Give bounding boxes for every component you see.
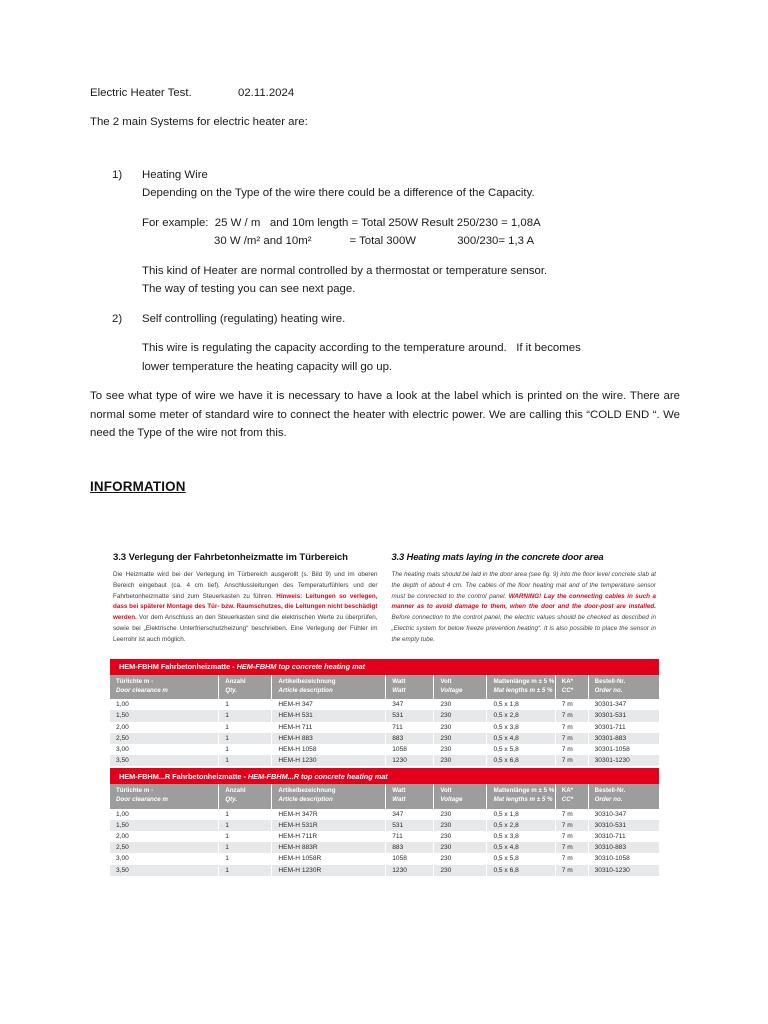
header-de: Artikelbezeichnung xyxy=(278,677,336,685)
cell-watt: 347 xyxy=(386,699,434,710)
cell-article-description: HEM-H 711R xyxy=(272,831,386,842)
column-header-article xyxy=(272,675,386,699)
header-en: Qty. xyxy=(225,686,238,694)
header-en: CC* xyxy=(561,686,574,694)
spacer xyxy=(90,251,680,262)
cell-cold-end: 7 m xyxy=(555,733,588,744)
cell-qty: 1 xyxy=(219,744,272,755)
example-block xyxy=(142,214,680,251)
cell-cold-end: 7 m xyxy=(555,853,588,864)
header-de: Volt xyxy=(440,677,452,685)
header-en: Watt xyxy=(392,796,406,804)
header-en: Order no. xyxy=(594,686,623,694)
cell-mat-length: 0,5 x 6,8 xyxy=(487,755,555,766)
cell-article-description: HEM-H 1058 xyxy=(272,744,386,755)
cell-volt: 230 xyxy=(434,831,487,842)
cell-volt: 230 xyxy=(434,710,487,721)
product-table-1 xyxy=(110,675,659,766)
information-heading: INFORMATION xyxy=(90,478,186,494)
cell-qty: 1 xyxy=(219,853,272,864)
header-de: Anzahl xyxy=(225,787,246,795)
header-en: Voltage xyxy=(440,796,463,804)
cell-cold-end: 7 m xyxy=(555,842,588,853)
cell-order-no: 30301-347 xyxy=(588,699,659,710)
header-en: Mat lengths m ± 5 % xyxy=(493,686,553,694)
header-en: Article description xyxy=(278,796,333,804)
cell-volt: 230 xyxy=(434,733,487,744)
cell-cold-end: 7 m xyxy=(555,809,588,820)
column-header-article xyxy=(272,784,386,808)
item2-line-2: lower temperature the heating capacity will go up. xyxy=(142,360,393,373)
table-header-row xyxy=(110,675,659,699)
spacer xyxy=(90,299,680,310)
spacer xyxy=(90,203,680,214)
table-head xyxy=(110,784,659,808)
cell-watt: 347 xyxy=(386,809,434,820)
cell-door-clearance: 2,50 xyxy=(110,842,219,853)
cell-order-no: 30301-1058 xyxy=(588,744,659,755)
cell-qty: 1 xyxy=(219,820,272,831)
product-table-block-2 xyxy=(110,768,659,875)
header-de: KA* xyxy=(561,677,574,685)
cell-order-no: 30310-347 xyxy=(588,809,659,820)
figure-column-german xyxy=(113,552,378,646)
table-title-de: HEM-FBHM...R Fahrbetonheizmatte - xyxy=(119,771,248,781)
cell-volt: 230 xyxy=(434,699,487,710)
list-item-title: Self controlling (regulating) heating wire. xyxy=(142,312,346,325)
cell-mat-length: 0,5 x 2,8 xyxy=(487,820,555,831)
cell-volt: 230 xyxy=(434,842,487,853)
cell-volt: 230 xyxy=(434,744,487,755)
table-header-row xyxy=(110,784,659,808)
cell-mat-length: 0,5 x 2,8 xyxy=(487,710,555,721)
cell-qty: 1 xyxy=(219,699,272,710)
spacer xyxy=(90,376,680,387)
cell-cold-end: 7 m xyxy=(555,755,588,766)
cell-door-clearance: 3,50 xyxy=(110,755,219,766)
spacer xyxy=(90,465,680,476)
figure-heading-english: 3.3 Heating mats laying in the concrete door area xyxy=(391,552,604,563)
document-date: 02.11.2024 xyxy=(238,87,295,99)
cell-article-description: HEM-H 711 xyxy=(272,722,386,733)
table-row xyxy=(110,722,659,733)
cell-watt: 711 xyxy=(386,831,434,842)
cell-volt: 230 xyxy=(434,809,487,820)
column-header-order-no xyxy=(588,675,659,699)
cell-qty: 1 xyxy=(219,831,272,842)
text-before: The heating mats should be laid in the door area (see fig. 9) into the floor level concrete slab at the depth of about 4 cm. The cables of the floor heating mat and of the temperature sensor must be connected to the control panel. xyxy=(391,571,656,600)
cell-qty: 1 xyxy=(219,722,272,733)
column-header-qty xyxy=(219,784,272,808)
cell-cold-end: 7 m xyxy=(555,722,588,733)
text-after: Before connection to the control panel, the electric values should be checked as described in „Electric system for below freeze prevention heating“. It is also possible to place the sensor in the empty tube. xyxy=(391,614,656,643)
header-en: Qty. xyxy=(225,796,238,804)
list-item-description: Depending on the Type of the wire there could be a difference of the Capacity. xyxy=(142,187,535,200)
cell-order-no: 30310-1230 xyxy=(588,865,659,876)
cell-qty: 1 xyxy=(219,710,272,721)
column-header-door-clearance xyxy=(110,784,219,808)
header-de: Mattenlänge m ± 5 % xyxy=(493,677,555,685)
cell-qty: 1 xyxy=(219,733,272,744)
figure-paragraph-english xyxy=(392,570,657,646)
cell-cold-end: 7 m xyxy=(555,710,588,721)
cell-door-clearance: 1,50 xyxy=(110,820,219,831)
list-item xyxy=(112,310,680,328)
header-de: Mattenlänge m ± 5 % xyxy=(493,787,555,795)
figure-text-columns xyxy=(110,546,659,646)
cell-article-description: HEM-H 531 xyxy=(272,710,386,721)
note-block xyxy=(142,262,680,299)
header-en: Article description xyxy=(278,686,333,694)
product-table-block-1 xyxy=(110,659,659,766)
cell-article-description: HEM-H 531R xyxy=(272,820,386,831)
header-de: Volt xyxy=(440,787,452,795)
cell-order-no: 30310-883 xyxy=(588,842,659,853)
header-de: Artikelbezeichnung xyxy=(278,787,336,795)
spacer xyxy=(90,102,680,113)
cell-qty: 1 xyxy=(219,809,272,820)
cell-door-clearance: 2,50 xyxy=(110,733,219,744)
cell-volt: 230 xyxy=(434,853,487,864)
cell-door-clearance: 1,50 xyxy=(110,710,219,721)
cell-volt: 230 xyxy=(434,722,487,733)
cell-article-description: HEM-H 883 xyxy=(272,733,386,744)
header-en: Door clearance m xyxy=(116,796,168,804)
cell-door-clearance: 3,00 xyxy=(110,853,219,864)
header-en: Voltage xyxy=(440,686,463,694)
header-en: Door clearance m xyxy=(116,686,168,694)
cell-door-clearance: 1,00 xyxy=(110,809,219,820)
cell-article-description: HEM-H 1230R xyxy=(272,865,386,876)
column-header-cold-end xyxy=(555,675,588,699)
text-before: Die Heizmatte wird bei der Verlegung im Türbereich ausgerollt (s. Bild 9) und im oberen Bereich eingebaut (ca. 4 cm tief). Anschlussleitungen des Temperaturfühlers und der Fahrbetonheizmatte sind zum Steuerkasten zu führen. xyxy=(113,571,378,600)
document-header xyxy=(90,84,680,102)
example-line-1: For example: 25 W / m and 10m length = Total 250W Result 250/230 = 1,08A xyxy=(142,216,541,229)
document-body xyxy=(90,84,684,497)
cell-mat-length: 0,5 x 3,8 xyxy=(487,831,555,842)
cell-qty: 1 xyxy=(219,842,272,853)
cell-mat-length: 0,5 x 5,8 xyxy=(487,744,555,755)
list-marker: 1) xyxy=(112,168,123,181)
cell-cold-end: 7 m xyxy=(555,820,588,831)
item2-description xyxy=(142,339,680,376)
figure-paragraph-german xyxy=(113,570,378,646)
cell-order-no: 30301-531 xyxy=(588,710,659,721)
column-header-door-clearance xyxy=(110,675,219,699)
figure-column-english xyxy=(392,552,657,646)
table-title-en: HEM-FBHM...R top concrete heating mat xyxy=(247,771,388,781)
note-line-2: The way of testing you can see next page. xyxy=(142,283,356,296)
catalogue-figure xyxy=(110,546,659,876)
document-title: Electric Heater Test. xyxy=(90,87,192,99)
cell-mat-length: 0,5 x 4,8 xyxy=(487,733,555,744)
cell-mat-length: 0,5 x 1,8 xyxy=(487,809,555,820)
table-head xyxy=(110,675,659,699)
table-row xyxy=(110,710,659,721)
table-row xyxy=(110,744,659,755)
list-item xyxy=(112,166,680,203)
cell-mat-length: 0,5 x 4,8 xyxy=(487,842,555,853)
cell-watt: 531 xyxy=(386,710,434,721)
figure-heading-german: 3.3 Verlegung der Fahrbetonheizmatte im Türbereich xyxy=(113,552,348,563)
table-body-1 xyxy=(110,699,659,766)
table-row xyxy=(110,820,659,831)
table-body-2 xyxy=(110,809,659,876)
cell-watt: 531 xyxy=(386,820,434,831)
column-header-volt xyxy=(434,675,487,699)
header-en: Order no. xyxy=(594,796,623,804)
cell-cold-end: 7 m xyxy=(555,831,588,842)
table-row xyxy=(110,755,659,766)
cell-article-description: HEM-H 1230 xyxy=(272,755,386,766)
header-de: Türlichte m - xyxy=(116,677,154,685)
warning-text-english: WARNING! Lay the connecting cables in such a manner as to avoid damage to them, when the door and the door-post are installed. xyxy=(391,592,656,611)
cell-mat-length: 0,5 x 1,8 xyxy=(487,699,555,710)
cell-article-description: HEM-H 347R xyxy=(272,809,386,820)
column-header-mat-length xyxy=(487,675,555,699)
closing-paragraph: To see what type of wire we have it is necessary to have a look at the label which is printed on the wire. There are normal some meter of standard wire to connect the heater with electric power. We are calling this “COLD END “. We need the Type of the wire not from this. xyxy=(90,390,684,440)
table-row xyxy=(110,733,659,744)
column-header-volt xyxy=(434,784,487,808)
spacer xyxy=(90,443,680,465)
table-row xyxy=(110,831,659,842)
table-row xyxy=(110,865,659,876)
column-header-watt xyxy=(386,784,434,808)
list-item-title: Heating Wire xyxy=(142,168,208,181)
header-de: Türlichte m - xyxy=(116,787,154,795)
cell-article-description: HEM-H 883R xyxy=(272,842,386,853)
header-en: Mat lengths m ± 5 % xyxy=(493,796,553,804)
cell-watt: 1058 xyxy=(386,744,434,755)
cell-order-no: 30301-883 xyxy=(588,733,659,744)
table-title-1 xyxy=(110,659,659,675)
header-de: Bestell-Nr. xyxy=(594,787,626,795)
cell-mat-length: 0,5 x 3,8 xyxy=(487,722,555,733)
cell-watt: 711 xyxy=(386,722,434,733)
column-header-cold-end xyxy=(555,784,588,808)
cell-volt: 230 xyxy=(434,755,487,766)
table-row xyxy=(110,809,659,820)
cell-order-no: 30310-711 xyxy=(588,831,659,842)
cell-order-no: 30301-711 xyxy=(588,722,659,733)
cell-watt: 1230 xyxy=(386,865,434,876)
header-de: Anzahl xyxy=(225,677,246,685)
column-header-order-no xyxy=(588,784,659,808)
table-row xyxy=(110,853,659,864)
cell-door-clearance: 2,00 xyxy=(110,722,219,733)
cell-door-clearance: 3,00 xyxy=(110,744,219,755)
cell-watt: 1058 xyxy=(386,853,434,864)
cell-cold-end: 7 m xyxy=(555,744,588,755)
warning-text-german: Hinweis: Leitungen so verlegen, dass bei späterer Montage des Tür- bzw. Raumschutzes, die Leitungen nicht beschädigt werden. xyxy=(113,592,378,622)
cell-article-description: HEM-H 347 xyxy=(272,699,386,710)
cell-volt: 230 xyxy=(434,865,487,876)
table-title-en: HEM-FBHM top concrete heating mat xyxy=(236,662,366,672)
spacer xyxy=(90,328,680,339)
cell-door-clearance: 1,00 xyxy=(110,699,219,710)
header-en: CC* xyxy=(561,796,574,804)
cell-volt: 230 xyxy=(434,820,487,831)
cell-watt: 883 xyxy=(386,842,434,853)
column-header-watt xyxy=(386,675,434,699)
text-after: Vor dem Anschluss an den Steuerkasten sind die elektrischen Werte zu überprüfen, sowie bei „Elektrische Unterfrierschutzheizung“ beschrieben. Eine Verlegung der Fühler im Leerrohr ist auch möglich. xyxy=(113,614,378,643)
example-line-2: 30 W /m² and 10m² = Total 300W 300/230= 1,3 A xyxy=(214,235,535,248)
table-row xyxy=(110,842,659,853)
column-header-qty xyxy=(219,675,272,699)
table-title-2 xyxy=(110,768,659,784)
cell-order-no: 30310-1058 xyxy=(588,853,659,864)
cell-cold-end: 7 m xyxy=(555,865,588,876)
cell-cold-end: 7 m xyxy=(555,699,588,710)
product-table-2 xyxy=(110,784,659,875)
column-header-mat-length xyxy=(487,784,555,808)
cell-qty: 1 xyxy=(219,865,272,876)
cell-article-description: HEM-H 1058R xyxy=(272,853,386,864)
header-de: Bestell-Nr. xyxy=(594,677,626,685)
cell-mat-length: 0,5 x 6,8 xyxy=(487,865,555,876)
note-line-1: This kind of Heater are normal controlled by a thermostat or temperature sensor. xyxy=(142,264,548,277)
cell-door-clearance: 2,00 xyxy=(110,831,219,842)
spacer xyxy=(90,132,680,166)
header-de: Watt xyxy=(392,677,406,685)
cell-order-no: 30301-1230 xyxy=(588,755,659,766)
table-title-de: HEM-FBHM Fahrbetonheizmatte - xyxy=(119,662,237,672)
cell-qty: 1 xyxy=(219,755,272,766)
header-de: Watt xyxy=(392,787,406,795)
cell-watt: 883 xyxy=(386,733,434,744)
cell-mat-length: 0,5 x 5,8 xyxy=(487,853,555,864)
cell-order-no: 30310-531 xyxy=(588,820,659,831)
header-en: Watt xyxy=(392,686,406,694)
cell-watt: 1230 xyxy=(386,755,434,766)
table-row xyxy=(110,699,659,710)
list-marker: 2) xyxy=(112,312,123,325)
header-de: KA* xyxy=(561,787,574,795)
intro-paragraph: The 2 main Systems for electric heater are: xyxy=(90,116,308,129)
item2-line-1: This wire is regulating the capacity according to the temperature around. If it becomes xyxy=(142,342,581,355)
cell-door-clearance: 3,50 xyxy=(110,865,219,876)
